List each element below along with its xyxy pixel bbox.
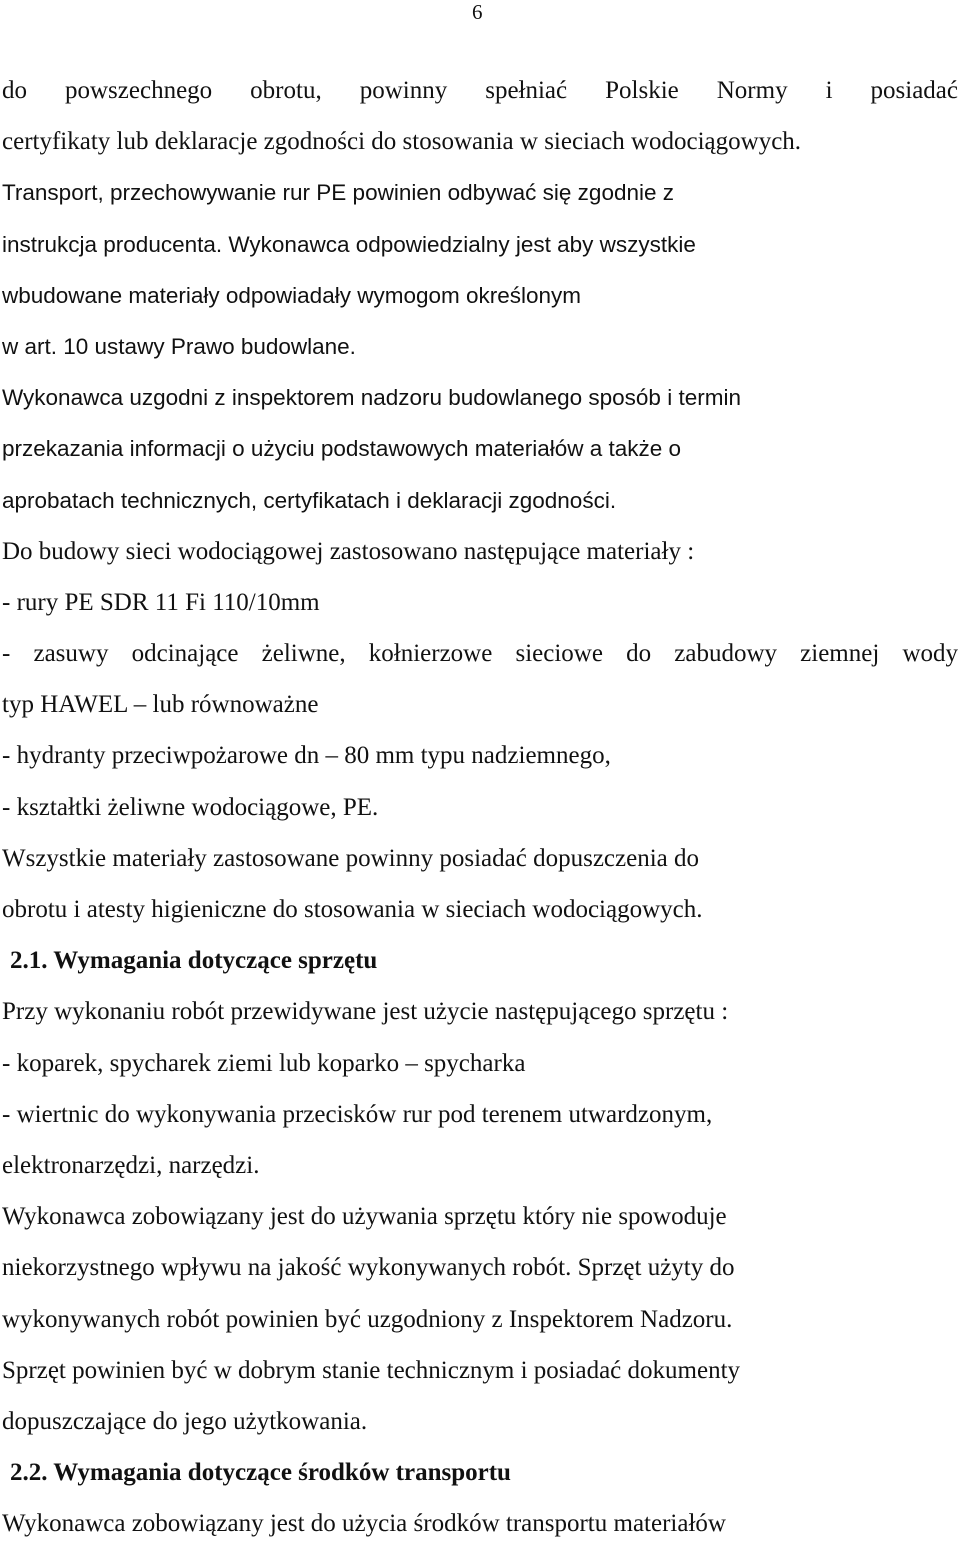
list-item: - kształtki żeliwne wodociągowe, PE. (2, 793, 379, 821)
text-line: przekazania informacji o użyciu podstawowych materiałów a także o (2, 436, 682, 462)
text-line: wykonywanych robót powinien być uzgodniony z Inspektorem Nadzoru. (2, 1305, 733, 1333)
text-line: niekorzystnego wpływu na jakość wykonywanych robót. Sprzęt użyty do (2, 1254, 735, 1282)
text-line: instrukcja producenta. Wykonawca odpowiedzialny jest aby wszystkie (2, 231, 696, 257)
section-heading: 2.2. Wymagania dotyczące środków transportu (10, 1459, 511, 1487)
text-line: typ HAWEL – lub równoważne (2, 691, 319, 719)
text-line: Transport, przechowywanie rur PE powinien odbywać się zgodnie z (2, 180, 675, 206)
page-number: 6 (472, 0, 483, 24)
list-item: - wiertnic do wykonywania przecisków rur pod terenem utwardzonym, (2, 1100, 713, 1128)
text-line: Przy wykonaniu robót przewidywane jest użycie następującego sprzętu : (2, 998, 729, 1026)
text-line: certyfikaty lub deklaracje zgodności do stosowania w sieciach wodociągowych. (2, 128, 802, 156)
text-line: Wykonawca uzgodni z inspektorem nadzoru budowlanego sposób i termin (2, 385, 741, 411)
list-item: - zasuwy odcinające żeliwne, kołnierzowe sieciowe do zabudowy ziemnej wody (2, 640, 958, 668)
document-body (2, 65, 958, 1549)
list-item: - hydranty przeciwpożarowe dn – 80 mm typu nadziemnego, (2, 742, 611, 770)
text-line: do powszechnego obrotu, powinny spełniać Polskie Normy i posiadać (2, 77, 958, 104)
list-item: - koparek, spycharek ziemi lub koparko – spycharka (2, 1049, 526, 1077)
text-line: elektronarzędzi, narzędzi. (2, 1151, 260, 1179)
text-line: w art. 10 ustawy Prawo budowlane. (2, 333, 356, 359)
text-line: wbudowane materiały odpowiadały wymogom określonym (2, 282, 582, 308)
list-item: - rury PE SDR 11 Fi 110/10mm (2, 588, 320, 616)
text-line: Wykonawca zobowiązany jest do używania sprzętu który nie spowoduje (2, 1203, 727, 1231)
text-line: Do budowy sieci wodociągowej zastosowano następujące materiały : (2, 537, 695, 565)
text-line: Sprzęt powinien być w dobrym stanie technicznym i posiadać dokumenty (2, 1356, 741, 1384)
section-heading: 2.1. Wymagania dotyczące sprzętu (10, 947, 378, 975)
text-line: dopuszczające do jego użytkowania. (2, 1407, 368, 1435)
text-line: Wykonawca zobowiązany jest do użycia środków transportu materiałów (2, 1510, 726, 1538)
text-line: aprobatach technicznych, certyfikatach i deklaracji zgodności. (2, 487, 617, 513)
text-line: obrotu i atesty higieniczne do stosowania w sieciach wodociągowych. (2, 896, 703, 923)
text-line: Wszystkie materiały zastosowane powinny posiadać dopuszczenia do (2, 844, 699, 872)
